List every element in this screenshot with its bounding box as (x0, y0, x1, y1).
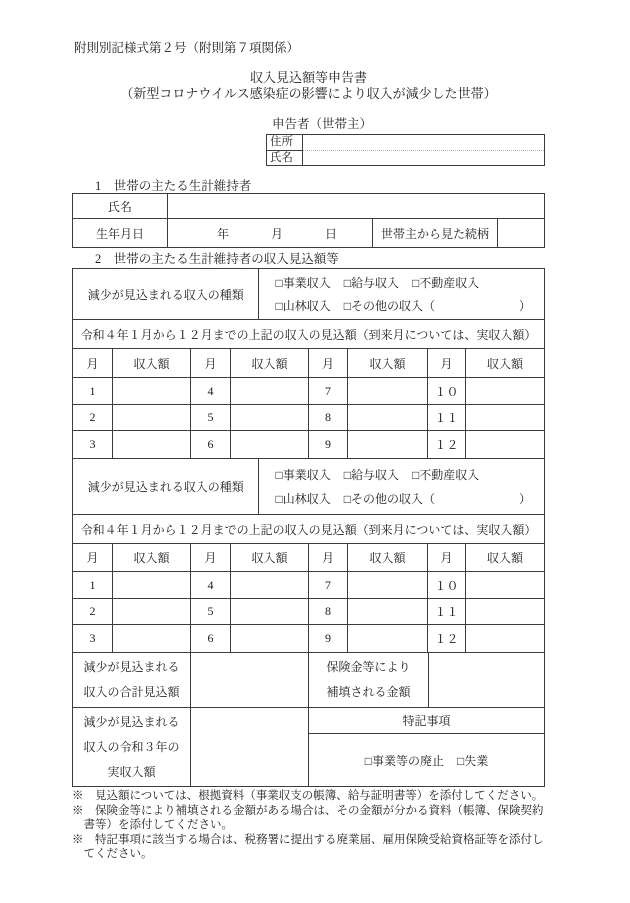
amount-field[interactable] (348, 431, 428, 458)
address-label: 住所 (267, 135, 303, 151)
month-cell: 6 (191, 625, 231, 652)
month-cell: 7 (309, 378, 348, 404)
summary-row-actual (73, 707, 544, 786)
name-label: 氏名 (267, 151, 303, 165)
checkbox-line-2 (275, 490, 544, 507)
month-unit-label: 月 (270, 226, 283, 241)
amount-header: 収入額 (231, 349, 309, 377)
month-cell: 2 (73, 599, 113, 624)
month-cell: 5 (191, 599, 231, 624)
summary-row-totals (73, 652, 544, 707)
name-field[interactable] (303, 151, 544, 165)
checkbox-other-income[interactable] (344, 297, 531, 314)
page-subtitle: （新型コロナウイルス感染症の影響により収入が減少した世帯） (120, 86, 497, 101)
month-cell: １０ (428, 572, 466, 598)
checkbox-business-income[interactable] (275, 466, 330, 483)
amount-field[interactable] (231, 599, 309, 624)
checkbox-label: 事業収入 (282, 468, 331, 482)
month-cell: 3 (73, 431, 113, 458)
year-unit-label: 年 (216, 226, 229, 241)
month-header: 月 (73, 544, 113, 571)
checkbox-unchecked-icon: □ (412, 276, 420, 291)
checkbox-business-closure[interactable] (365, 752, 444, 769)
checkbox-unchecked-icon: □ (275, 468, 283, 482)
month-header: 月 (309, 544, 348, 571)
declarant-block (266, 116, 545, 166)
footnotes (72, 789, 546, 862)
amount-field[interactable] (113, 405, 191, 430)
checkbox-unchecked-icon: □ (275, 276, 283, 291)
checkbox-label: 事業等の廃止 (371, 753, 444, 768)
checkbox-salary-income[interactable] (344, 466, 399, 483)
decrease-total-label-line2: 収入の合計見込額 (83, 685, 180, 699)
month-cell: 5 (191, 405, 231, 430)
amount-field[interactable] (348, 625, 428, 652)
checkbox-business-income[interactable] (275, 274, 330, 291)
month-cell: 9 (309, 625, 348, 652)
r3-actual-label-line3: 実収入額 (107, 764, 156, 779)
insurance-label-line1: 保険金等により (326, 660, 411, 674)
income-type-row-2 (73, 458, 544, 514)
checkbox-unchecked-icon: □ (457, 753, 465, 768)
month-cell: 4 (191, 572, 231, 598)
breadwinner-name-row (73, 194, 544, 219)
declarant-table (266, 134, 545, 166)
r3-actual-income-label (73, 708, 191, 786)
checkbox-unemployment[interactable] (457, 752, 488, 769)
amount-field[interactable] (348, 405, 428, 430)
month-header-row-2 (73, 543, 544, 571)
amount-header: 収入額 (486, 356, 523, 371)
amount-header: 収入額 (231, 544, 309, 571)
month-header: 月 (191, 544, 231, 571)
month-cell: 8 (309, 599, 348, 624)
checkbox-other-income[interactable] (344, 490, 531, 507)
amount-field[interactable] (466, 431, 544, 458)
amount-header: 収入額 (113, 349, 191, 377)
month-cell: 4 (191, 378, 231, 404)
checkbox-forestry-income[interactable] (275, 490, 330, 507)
special-notes-checkboxes (309, 734, 544, 786)
breadwinner-birthdate-row (73, 219, 544, 247)
checkbox-unchecked-icon: □ (343, 468, 351, 482)
amount-field[interactable] (113, 599, 191, 624)
amount-field[interactable] (466, 378, 544, 404)
income-type-row-1 (73, 269, 544, 319)
month-cell: １１ (428, 405, 466, 430)
month-cell: 1 (73, 572, 113, 598)
checkbox-salary-income[interactable] (344, 274, 399, 291)
amount-field[interactable] (466, 405, 544, 430)
amount-header: 収入額 (113, 544, 191, 571)
birthdate-field[interactable] (168, 219, 373, 247)
checkbox-label: 失業 (464, 753, 489, 768)
month-cell: 1 (73, 378, 113, 404)
checkbox-label: 不動産収入 (419, 468, 480, 482)
month-cell: １２ (428, 625, 466, 652)
footnote-1: ※ 見込額については、根拠資料（事業収支の帳簿、給与証明書等）を添付してください。 (72, 790, 544, 802)
amount-field[interactable] (113, 378, 191, 404)
income-type-checkboxes (259, 459, 544, 514)
amount-field[interactable] (231, 378, 309, 404)
income-type-checkboxes (259, 269, 544, 319)
checkbox-unchecked-icon: □ (343, 298, 351, 313)
special-notes-header: 特記事項 (309, 708, 544, 734)
period-note-row-2: 令和４年１月から１２月までの上記の収入の見込額（到来月については、実収入額） (73, 514, 544, 543)
month-cell: １２ (428, 431, 466, 458)
checkbox-label: 給与収入 (350, 276, 399, 291)
amount-header: 収入額 (348, 544, 428, 571)
month-cell: 2 (73, 405, 113, 430)
breadwinner-table (72, 193, 545, 248)
r3-actual-label-line2: 収入の令和３年の (83, 739, 180, 754)
r3-actual-income-field[interactable] (191, 708, 309, 786)
form-reference: 附則別記様式第２号（附則第７項関係） (74, 41, 300, 55)
amount-field[interactable] (113, 572, 191, 598)
month-cell: 8 (309, 405, 348, 430)
amount-field[interactable] (466, 625, 544, 652)
checkbox-line-1 (275, 274, 492, 291)
title-block (72, 70, 545, 102)
checkbox-label: 不動産収入 (419, 276, 480, 291)
page-title: 収入見込額等申告書 (249, 70, 367, 85)
r3-actual-label-line1: 減少が見込まれる (83, 714, 180, 729)
amount-header: 収入額 (486, 551, 523, 565)
period-note-row-1: 令和４年１月から１２月までの上記の収入の見込額（到来月については、実収入額） (73, 319, 544, 348)
amount-header: 収入額 (348, 349, 428, 377)
address-row (267, 135, 544, 151)
amount-field[interactable] (231, 625, 309, 652)
name-row (267, 151, 544, 165)
amount-field[interactable] (466, 572, 544, 598)
checkbox-label: その他の収入（ ） (350, 492, 531, 506)
amount-field[interactable] (348, 599, 428, 624)
month-cell: １０ (428, 378, 466, 404)
month-row (73, 571, 544, 598)
insurance-compensation-label (309, 653, 429, 707)
decrease-total-label (73, 653, 191, 707)
decrease-total-field[interactable] (191, 653, 309, 707)
checkbox-unchecked-icon: □ (364, 753, 372, 768)
checkbox-label: 山林収入 (282, 492, 331, 506)
checkbox-unchecked-icon: □ (412, 468, 420, 482)
breadwinner-name-label: 氏名 (73, 194, 168, 218)
amount-field[interactable] (348, 378, 428, 404)
month-header: 月 (309, 349, 348, 377)
checkbox-realestate-income[interactable] (412, 274, 479, 291)
declarant-heading: 申告者（世帯主） (272, 117, 373, 131)
footnote-2: ※ 保険金等により補填される金額がある場合は、その金額が分かる資料（帳簿、保険契約書等）を添付してください。 (72, 804, 544, 832)
checkbox-unchecked-icon: □ (343, 492, 351, 506)
amount-field[interactable] (113, 431, 191, 458)
relation-field[interactable] (498, 219, 544, 247)
checkbox-forestry-income[interactable] (275, 297, 330, 314)
month-header: 月 (191, 349, 231, 377)
amount-field[interactable] (113, 625, 191, 652)
section1-heading: 1 世帯の主たる生計維持者 (95, 179, 252, 193)
footnote-3: ※ 特記事項に該当する場合は、税務署に提出する廃業届、雇用保険受給資格証等を添付してください。 (72, 833, 544, 861)
income-forecast-table (72, 268, 545, 787)
breadwinner-name-field[interactable] (168, 194, 544, 218)
special-notes-area (309, 708, 544, 786)
checkbox-label: 事業収入 (282, 276, 331, 291)
insurance-label-line2: 補填される金額 (326, 685, 411, 699)
amount-field[interactable] (231, 405, 309, 430)
checkbox-unchecked-icon: □ (275, 298, 283, 313)
insurance-compensation-field[interactable] (429, 653, 544, 707)
amount-field[interactable] (466, 599, 544, 624)
month-header: 月 (428, 349, 466, 377)
checkbox-label: その他の収入（ ） (350, 298, 531, 313)
amount-field[interactable] (348, 572, 428, 598)
checkbox-realestate-income[interactable] (412, 466, 479, 483)
month-cell: 9 (309, 431, 348, 458)
day-unit-label: 日 (324, 226, 337, 241)
month-row (73, 404, 544, 430)
month-row (73, 598, 544, 624)
amount-field[interactable] (231, 572, 309, 598)
checkbox-line-1 (275, 466, 492, 483)
month-row (73, 377, 544, 404)
checkbox-label: 給与収入 (350, 468, 399, 482)
checkbox-label: 山林収入 (282, 298, 331, 313)
amount-field[interactable] (231, 431, 309, 458)
month-header: 月 (428, 544, 466, 571)
checkbox-unchecked-icon: □ (343, 276, 351, 291)
address-field[interactable] (303, 135, 544, 151)
month-header: 月 (73, 349, 113, 377)
section2-heading: 2 世帯の主たる生計維持者の収入見込額等 (95, 252, 339, 266)
income-type-label: 減少が見込まれる収入の種類 (73, 269, 259, 319)
checkbox-line-2 (275, 297, 544, 314)
month-header-row-1 (73, 348, 544, 377)
decrease-total-label-line1: 減少が見込まれる (83, 660, 180, 674)
month-cell: 3 (73, 625, 113, 652)
birthdate-label: 生年月日 (73, 219, 168, 247)
checkbox-unchecked-icon: □ (275, 492, 283, 506)
month-cell: 7 (309, 572, 348, 598)
month-row (73, 430, 544, 458)
month-row (73, 624, 544, 652)
month-cell: １１ (428, 599, 466, 624)
relation-label: 世帯主から見た続柄 (373, 219, 498, 247)
month-cell: 6 (191, 431, 231, 458)
income-type-label: 減少が見込まれる収入の種類 (73, 459, 259, 514)
